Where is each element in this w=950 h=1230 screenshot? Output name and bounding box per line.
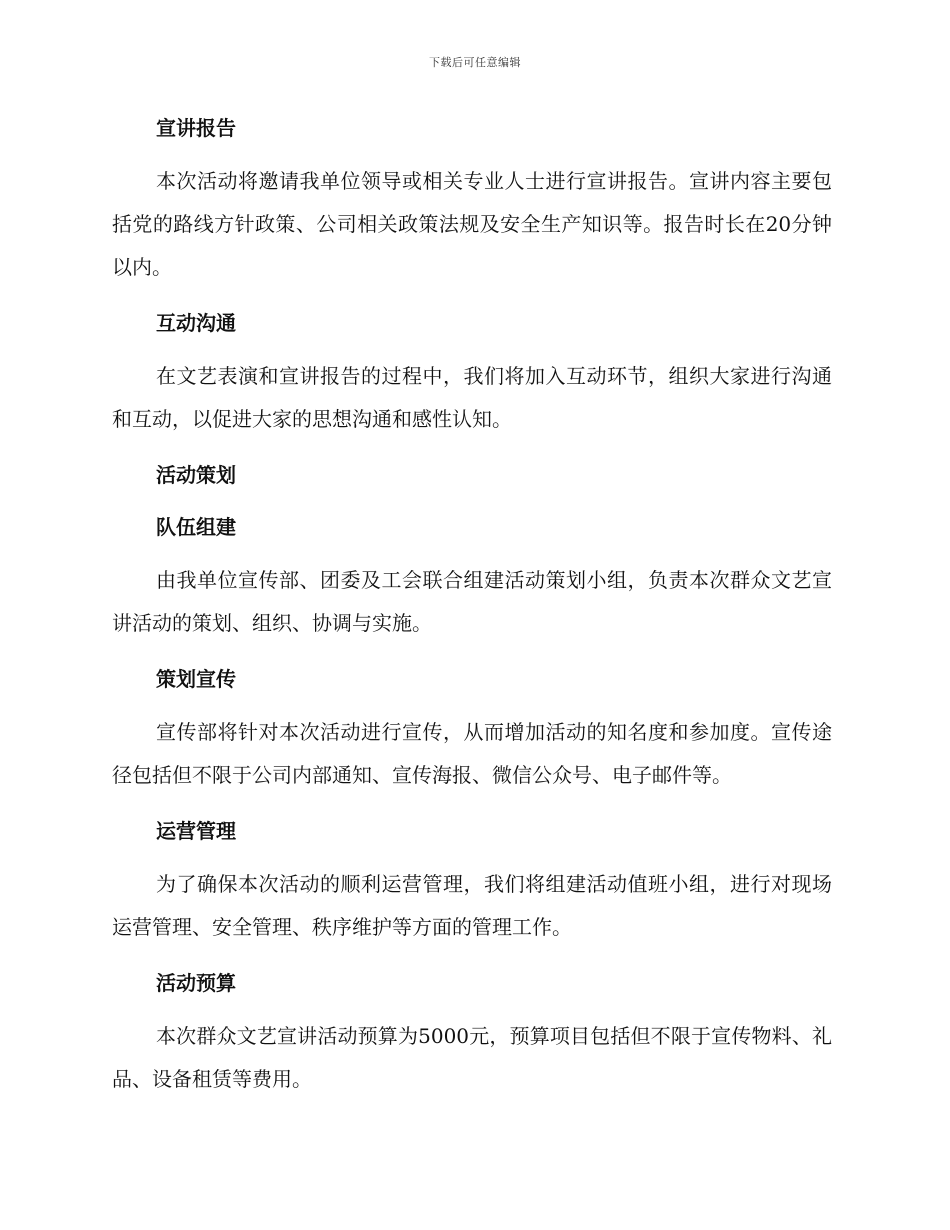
section-heading: 活动策划 — [156, 463, 236, 487]
section-heading: 活动预算 — [156, 971, 236, 995]
section-heading: 策划宣传 — [156, 667, 236, 691]
section-heading: 互动沟通 — [156, 311, 236, 335]
document-body — [112, 108, 832, 1101]
section-paragraph: 在文艺表演和宣讲报告的过程中，我们将加入互动环节，组织大家进行沟通和互动，以促进大家的思想沟通和感性认知。 — [112, 364, 832, 431]
section-paragraph: 本次活动将邀请我单位领导或相关专业人士进行宣讲报告。宣讲内容主要包括党的路线方针政策、公司相关政策法规及安全生产知识等。报告时长在20分钟以内。 — [112, 169, 832, 279]
section-paragraph: 由我单位宣传部、团委及工会联合组建活动策划小组，负责本次群众文艺宣讲活动的策划、组织、协调与实施。 — [112, 568, 832, 635]
section-paragraph: 本次群众文艺宣讲活动预算为5000元，预算项目包括但不限于宣传物料、礼品、设备租赁等费用。 — [112, 1024, 832, 1091]
section-heading: 宣讲报告 — [156, 116, 236, 140]
section-paragraph: 为了确保本次活动的顺利运营管理，我们将组建活动值班小组，进行对现场运营管理、安全管理、秩序维护等方面的管理工作。 — [112, 872, 832, 939]
section-paragraph: 宣传部将针对本次活动进行宣传，从而增加活动的知名度和参加度。宣传途径包括但不限于公司内部通知、宣传海报、微信公众号、电子邮件等。 — [112, 720, 832, 787]
section-heading: 运营管理 — [156, 819, 236, 843]
page-header: 下载后可任意编辑 — [429, 56, 521, 69]
section-heading: 队伍组建 — [156, 515, 236, 539]
